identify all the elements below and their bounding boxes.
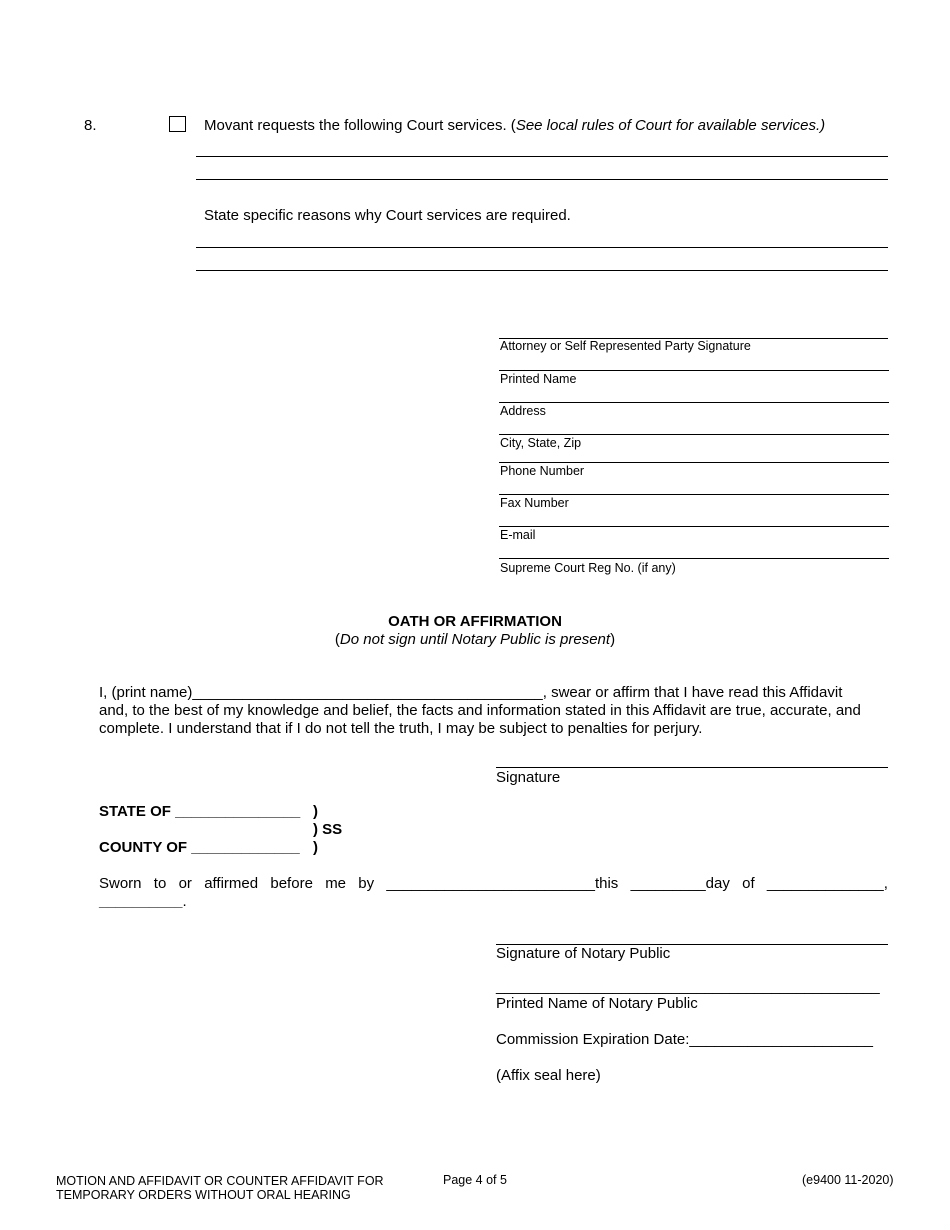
court-services-line-1[interactable]: [196, 156, 888, 157]
sworn-word: or: [178, 875, 192, 892]
court-services-line-2[interactable]: [196, 179, 888, 180]
sworn-word: this: [594, 875, 619, 892]
sworn-word: me: [325, 875, 347, 892]
sworn-word: by: [358, 875, 375, 892]
footer-form-title-line-1: MOTION AND AFFIDAVIT OR COUNTER AFFIDAVIT FOR: [56, 1174, 384, 1188]
party-signature-label: Attorney or Self Represented Party Signature: [500, 339, 751, 353]
affix-seal-label: (Affix seal here): [496, 1067, 601, 1084]
footer-form-code: (e9400 11-2020): [802, 1173, 894, 1187]
sworn-year-end: .: [182, 893, 187, 910]
sworn-year: [99, 893, 187, 911]
address-label: Address: [500, 404, 546, 418]
sworn-word: before: [270, 875, 313, 892]
court-services-request-text: Movant requests the following Court services. (: [204, 117, 516, 134]
city-state-zip-line[interactable]: [499, 434, 889, 435]
venue-paren-2: ): [313, 839, 318, 856]
venue-paren-1: ): [313, 803, 318, 820]
sworn-word: affirmed: [204, 875, 259, 892]
printed-name-label: Printed Name: [500, 372, 577, 386]
commission-expiration-blank[interactable]: ______________________: [689, 1031, 873, 1048]
sworn-year-blank[interactable]: __________: [99, 893, 183, 910]
footer-form-title: [56, 1174, 384, 1202]
sworn-day-blank[interactable]: _________: [630, 875, 706, 892]
reasons-line-1[interactable]: [196, 247, 888, 248]
oath-subtitle-note: Do not sign until Notary Public is present: [339, 631, 611, 648]
item-number: 8.: [84, 117, 97, 134]
printed-name-line[interactable]: [499, 370, 889, 371]
court-services-request: [204, 117, 825, 135]
phone-number-label: Phone Number: [500, 464, 585, 478]
oath-subtitle-open: (: [334, 631, 340, 648]
state-of: [99, 803, 300, 821]
fax-number-line[interactable]: [499, 494, 889, 495]
phone-number-line[interactable]: [499, 462, 889, 463]
sworn-word: Sworn: [99, 875, 142, 892]
county-of: [99, 839, 300, 857]
notary-printed-name-blank[interactable]: ______________________________________________: [496, 978, 880, 995]
oath-line-3: complete. I understand that if I do not tell the truth, I may be subject to penalties for perjury.: [99, 720, 703, 737]
court-services-request-note: See local rules of Court for available services.): [515, 117, 826, 134]
court-services-checkbox[interactable]: [169, 116, 186, 132]
sworn-line: [99, 875, 888, 893]
sworn-name-blank[interactable]: _________________________: [386, 875, 595, 892]
oath-print-name: [99, 684, 842, 702]
footer-form-title-line-2: TEMPORARY ORDERS WITHOUT ORAL HEARING: [56, 1188, 351, 1202]
reg-no-label: Supreme Court Reg No. (if any): [500, 561, 676, 575]
sworn-word: day: [705, 875, 730, 892]
oath-print-name-label: I, (print name): [99, 684, 193, 701]
oath-subtitle-close: ): [610, 631, 616, 648]
fax-number-label: Fax Number: [500, 496, 569, 510]
email-line[interactable]: [499, 526, 889, 527]
notary-signature-label: Signature of Notary Public: [496, 945, 671, 962]
commission-expiration: [496, 1031, 873, 1049]
commission-expiration-label: Commission Expiration Date:: [496, 1031, 690, 1048]
oath-line-2: and, to the best of my knowledge and belief, the facts and information stated in this Affidavit are true, accurate, and: [99, 702, 861, 719]
sworn-month-blank[interactable]: ______________,: [766, 875, 888, 892]
oath-line-1-end: , swear or affirm that I have read this Affidavit: [542, 684, 843, 701]
email-label: E-mail: [500, 528, 536, 542]
sworn-word: to: [153, 875, 167, 892]
city-state-zip-label: City, State, Zip: [500, 436, 582, 450]
address-line[interactable]: [499, 402, 889, 403]
oath-subtitle: [0, 631, 950, 649]
oath-line-1: [99, 684, 879, 702]
footer-page-number: Page 4 of 5: [443, 1173, 507, 1187]
affiant-signature-line[interactable]: [496, 767, 888, 768]
affiant-signature-label: Signature: [496, 769, 561, 786]
oath-title: OATH OR AFFIRMATION: [388, 613, 562, 630]
state-of-blank[interactable]: _______________: [175, 803, 301, 820]
venue-ss: ) SS: [313, 821, 343, 838]
state-of-label: STATE OF: [99, 803, 171, 820]
county-of-label: COUNTY OF: [99, 839, 188, 856]
reasons-prompt: State specific reasons why Court services are required.: [204, 207, 571, 224]
oath-print-name-blank[interactable]: __________________________________________: [192, 684, 543, 701]
reasons-line-2[interactable]: [196, 270, 888, 271]
notary-printed-name-label: Printed Name of Notary Public: [496, 995, 698, 1012]
sworn-word: of: [742, 875, 755, 892]
county-of-blank[interactable]: _____________: [191, 839, 300, 856]
reg-no-line[interactable]: [499, 558, 889, 559]
